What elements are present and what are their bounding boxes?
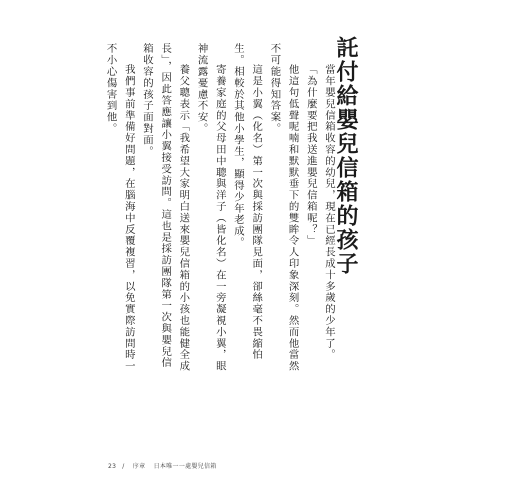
chapter-title: 託付給嬰兒信箱的孩子 (333, 36, 359, 276)
paragraph: 當年嬰兒信箱收容的幼兒，現在已經長成十多歲的少年了。 (323, 63, 335, 361)
body-text (101, 43, 338, 373)
paragraph: 他這句低聲呢喃和默默垂下的雙眸令人印象深刻。然而他當然不可能得知答案。 (268, 43, 299, 372)
paragraph: 「為什麼要把我送進嬰兒信箱呢？」 (304, 63, 317, 247)
page-footer (108, 461, 223, 470)
book-title: 日本唯一一處嬰兒信箱 (153, 463, 217, 470)
paragraph: 寄養家庭的父母田中聰與洋子（皆化名）在一旁凝視小翼，眼神流露憂慮不安。 (195, 43, 226, 372)
paragraph: 我們事前準備好問題，在腦海中反覆複習，以免實際訪問時一不小心傷害到他。 (104, 43, 135, 372)
page-number: 23 (108, 463, 117, 470)
paragraph: 養父聰表示「我希望大家明白送來嬰兒信箱的小孩也能健全成長」，因此答應讓小翼接受訪問。這也是採訪團隊第一次與嬰兒信箱收容的孩子面對面。 (140, 43, 190, 372)
footer-separator: / (122, 463, 125, 470)
section-name: 序章 (132, 463, 146, 470)
paragraph: 這是小翼（化名）第一次與採訪團隊見面，卻絲毫不畏縮怕生。相較於其他小學生，顯得少年老成。 (231, 43, 263, 361)
